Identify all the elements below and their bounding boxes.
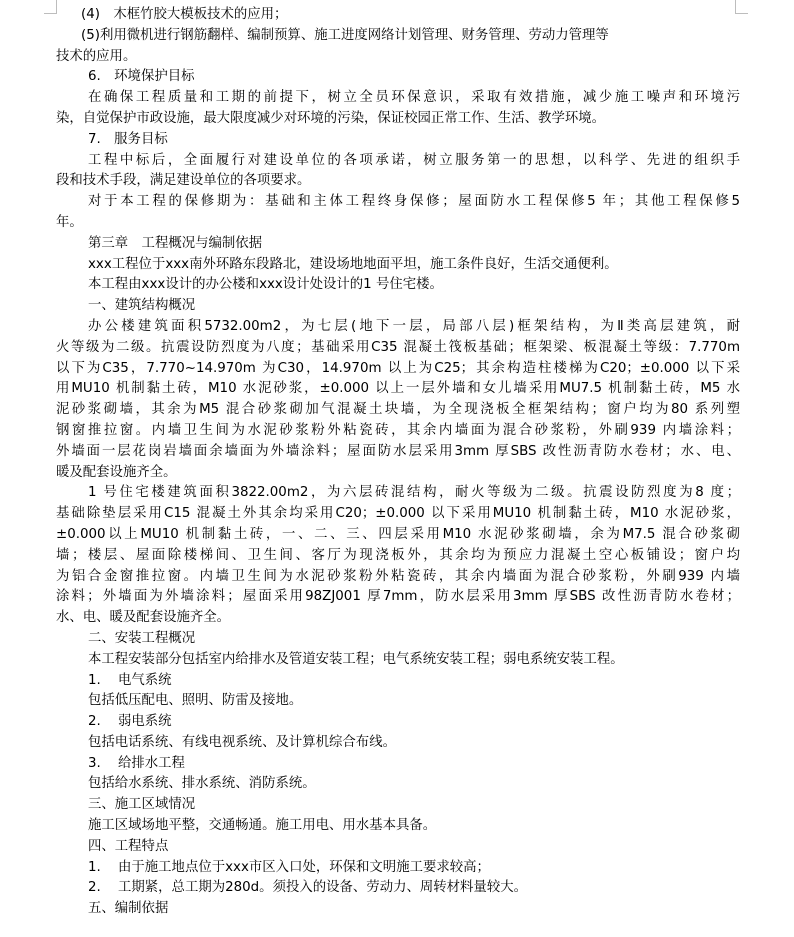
text-line: 包括低压配电、照明、防雷及接地。 bbox=[88, 693, 303, 709]
text-line: (5)利用微机进行钢筋翻样、编制预算、施工进度网络计划管理、财务管理、劳动力管理等 bbox=[81, 27, 609, 43]
item-number: 2. bbox=[88, 880, 101, 896]
text-line: 钢窗推拉窗。内墙卫生间为水泥砂浆粉外粘瓷砖，其余内墙面为混合砂浆粉，外刷939 内墙涂料； bbox=[56, 422, 740, 438]
text-line: 施工区域场地平整，交通畅通。施工用电、用水基本具备。 bbox=[88, 818, 437, 834]
text-line: 水、电、暖及配套设施齐全。 bbox=[56, 610, 231, 626]
item-title: 弱电系统 bbox=[118, 714, 172, 730]
text-line: 段和技术手段，满足建设单位的各项要求。 bbox=[56, 173, 311, 189]
text-line: 用MU10 机制黏土砖，M10 水泥砂浆，±0.000 以上一层外墙和女儿墙采用MU7.5 机制黏土砖，M5 水 bbox=[56, 381, 740, 397]
text-line: 对于本工程的保修期为：基础和主体工程终身保修；屋面防水工程保修5 年；其他工程保修5 bbox=[88, 194, 740, 210]
text-line: 包括电话系统、有线电视系统、及计算机综合布线。 bbox=[88, 734, 396, 750]
numbered-heading bbox=[56, 671, 740, 692]
numbered-heading bbox=[56, 712, 740, 733]
text-line: 外墙面一层花岗岩墙面余墙面为外墙涂料；屋面防水层采用3mm 厚SBS 改性沥青防水卷材；水、电、 bbox=[56, 443, 740, 459]
item-number: 1. bbox=[88, 859, 101, 875]
section-heading: 一、建筑结构概况 bbox=[88, 298, 196, 314]
numbered-item bbox=[56, 878, 740, 899]
text-line: 泥砂浆砌墙，其余为M5 混合砂浆砌加气混凝土块墙，为全现浇板全框架结构；窗户均为80 系列塑 bbox=[56, 402, 740, 418]
text-line: 本工程安装部分包括室内给排水及管道安装工程；电气系统安装工程；弱电系统安装工程。 bbox=[88, 651, 624, 667]
text-line: xxx工程位于xxx南外环路东段路北，建设场地地面平坦，施工条件良好，生活交通便利。 bbox=[88, 256, 618, 272]
text-line: 办公楼建筑面积5732.00m2，为七层(地下一层，局部八层)框架结构，为Ⅱ类高层建筑，耐 bbox=[88, 318, 740, 334]
section-heading: 三、施工区域情况 bbox=[88, 797, 196, 813]
section-heading: 二、安装工程概况 bbox=[88, 630, 196, 646]
text-line: 涂料；外墙面为外墙涂料；屋面采用98ZJ001 厚7mm，防水层采用3mm 厚SBS 改性沥青防水卷材； bbox=[56, 589, 740, 605]
section-heading: 7. 服务目标 bbox=[88, 131, 168, 147]
text-line: 年。 bbox=[56, 214, 83, 230]
text-line: 基础除垫层采用C15 混凝土外其余均采用C20；±0.000 以下采用MU10 机制黏土砖，M10 水泥砂浆， bbox=[56, 506, 740, 522]
item-number: 1. bbox=[88, 672, 101, 688]
text-line: 技术的应用。 bbox=[56, 48, 137, 64]
text-line: 染，自觉保护市政设施，最大限度减少对环境的污染，保证校园正常工作、生活、教学环境。 bbox=[56, 110, 606, 126]
text-line: (4) 木框竹胶大模板技术的应用； bbox=[81, 7, 288, 22]
text-line: 暖及配套设施齐全。 bbox=[56, 464, 177, 480]
document-body bbox=[56, 5, 740, 920]
text-line: 墙；楼层、屋面除楼梯间、卫生间、客厅为现浇板外，其余均为预应力混凝土空心板铺设；窗户均 bbox=[56, 547, 740, 563]
item-number: 3. bbox=[88, 755, 101, 771]
section-heading: 五、编制依据 bbox=[88, 901, 169, 917]
numbered-heading bbox=[56, 754, 740, 775]
chapter-heading: 第三章 工程概况与编制依据 bbox=[88, 235, 263, 251]
text-line: 包括给水系统、排水系统、消防系统。 bbox=[88, 776, 316, 792]
text-line: 本工程由xxx设计的办公楼和xxx设计处设计的1 号住宅楼。 bbox=[88, 277, 443, 293]
text-line: 工程中标后，全面履行对建设单位的各项承诺，树立服务第一的思想，以科学、先进的组织手 bbox=[88, 152, 740, 168]
numbered-item bbox=[56, 858, 740, 879]
text-line: 火等级为二级。抗震设防烈度为八度；基础采用C35 混凝土筏板基础；框架梁、板混凝土等级：7.770m bbox=[56, 339, 740, 355]
item-text: 工期紧，总工期为280d。须投入的设备、劳动力、周转材料量较大。 bbox=[118, 880, 527, 896]
text-line: 1 号住宅楼建筑面积3822.00m2，为六层砖混结构，耐火等级为二级。抗震设防烈度为8 度； bbox=[88, 485, 740, 501]
item-number: 2. bbox=[88, 714, 101, 730]
text-line: 为铝合金窗推拉窗。内墙卫生间为水泥砂浆粉外粘瓷砖，其余内墙面为混合砂浆粉，外刷939 内墙 bbox=[56, 568, 740, 584]
section-heading: 四、工程特点 bbox=[88, 838, 169, 854]
item-title: 电气系统 bbox=[118, 672, 172, 688]
section-heading: 6. 环境保护目标 bbox=[88, 69, 195, 85]
text-line: 以下为C35，7.770~14.970m 为C30，14.970m 以上为C25；其余构造柱楼梯为C20；±0.000 以下采 bbox=[56, 360, 740, 376]
text-line: ±0.000以上MU10 机制黏土砖，一、二、三、四层采用M10 水泥砂浆砌墙，余为M7.5 混合砂浆砌 bbox=[56, 526, 740, 542]
item-text: 由于施工地点位于xxx市区入口处，环保和文明施工要求较高； bbox=[118, 859, 490, 875]
text-line: 在确保工程质量和工期的前提下，树立全员环保意识，采取有效措施，减少施工噪声和环境污 bbox=[88, 90, 740, 106]
item-title: 给排水工程 bbox=[118, 755, 185, 771]
